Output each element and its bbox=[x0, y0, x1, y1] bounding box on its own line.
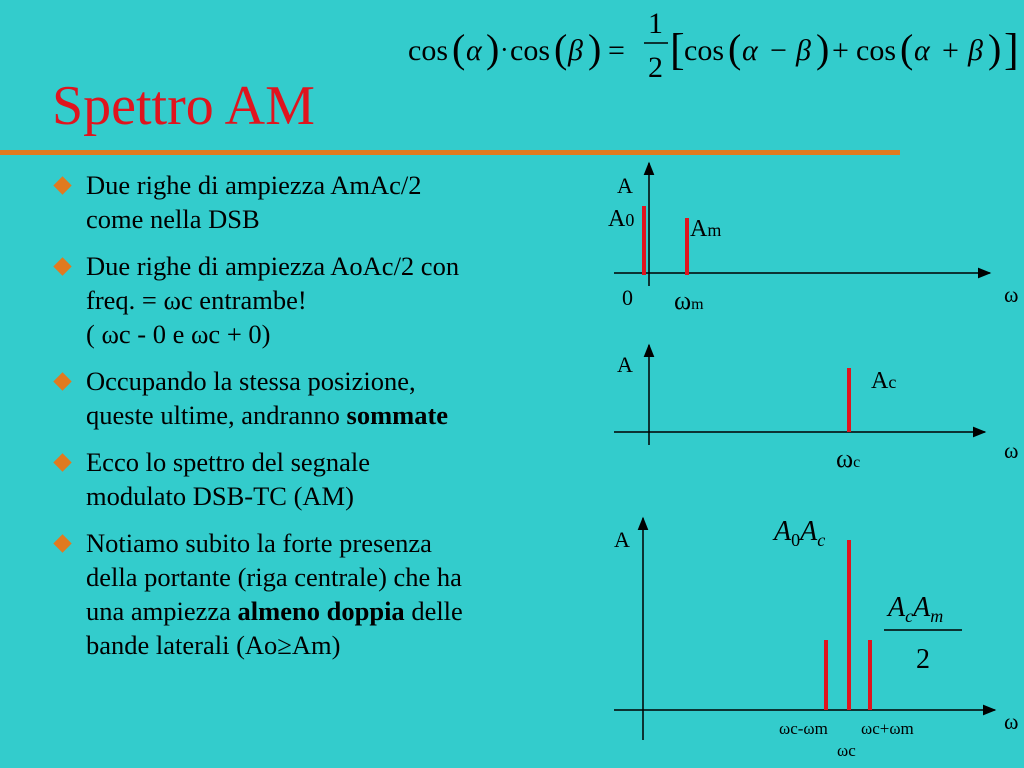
bullet-text: queste ultime, andranno bbox=[86, 400, 347, 430]
carrier-amplitude-label: $A_0A_c$ bbox=[774, 516, 826, 550]
formula-alpha-1: α bbox=[466, 34, 482, 67]
formula-dot: · bbox=[500, 35, 509, 64]
formula-cos-4: cos bbox=[856, 34, 896, 67]
tick-label-lower: ωc-ωm bbox=[779, 719, 828, 738]
formula-paren: ) bbox=[486, 26, 500, 71]
formula-plus: + bbox=[942, 34, 959, 67]
bullet-text: della portante (riga centrale) che ha bbox=[86, 562, 462, 592]
formula-numerator: 1 bbox=[648, 7, 663, 40]
formula-bracket: [ bbox=[670, 25, 685, 74]
formula-beta-2: β bbox=[796, 34, 811, 67]
bullet-text: come nella DSB bbox=[86, 204, 260, 234]
y-axis-label: A bbox=[617, 352, 633, 377]
formula-beta-1: β bbox=[568, 34, 583, 67]
x-axis-label: ω bbox=[1004, 438, 1019, 463]
spectrum-modulating bbox=[608, 163, 1018, 315]
bullet-text: freq. = ωc entrambe! bbox=[86, 285, 307, 315]
bullet-text: ( ωc - 0 e ωc + 0) bbox=[86, 319, 271, 349]
bullet-text: delle bbox=[404, 596, 463, 626]
formula-cos-2: cos bbox=[510, 34, 550, 67]
bullet-text: Occupando la stessa posizione, bbox=[86, 366, 416, 396]
tick-label-upper: ωc+ωm bbox=[861, 719, 914, 738]
slide-title: Spettro AM bbox=[52, 75, 315, 137]
bullet-text: modulato DSB-TC (AM) bbox=[86, 481, 354, 511]
spectrum-carrier bbox=[614, 345, 1018, 473]
line-label-ac: Ac bbox=[871, 368, 897, 394]
y-axis-label: A bbox=[614, 527, 630, 552]
formula-beta-3: β bbox=[968, 34, 983, 67]
tick-label-wm: ωm bbox=[674, 286, 704, 315]
bullet-bold-text: sommate bbox=[346, 400, 449, 430]
sideband-amplitude-denominator: 2 bbox=[916, 644, 930, 675]
formula-minus: − bbox=[770, 34, 787, 67]
tick-label-wc: ωc bbox=[836, 444, 861, 473]
x-axis-label: ω bbox=[1004, 709, 1019, 734]
formula-paren: ( bbox=[900, 26, 914, 71]
formula-cos-3: cos bbox=[684, 34, 724, 67]
line-label-a0: A0 bbox=[608, 206, 635, 232]
bullet-bold-text: almeno doppia bbox=[237, 596, 405, 626]
formula-plus: + bbox=[832, 34, 849, 67]
bullet-text: Ecco lo spettro del segnale bbox=[86, 447, 371, 477]
formula-denominator: 2 bbox=[648, 51, 663, 84]
bullet-text: Due righe di ampiezza AmAc/2 bbox=[86, 170, 422, 200]
sideband-amplitude-numerator: $A_cA_m$ bbox=[888, 592, 944, 626]
bullet-text: bande laterali (Ao≥Am) bbox=[86, 630, 341, 660]
tick-label-center: ωc bbox=[837, 741, 856, 760]
formula-paren: ( bbox=[554, 26, 568, 71]
spectrum-am bbox=[614, 516, 1018, 760]
formula-paren: ( bbox=[728, 26, 742, 71]
formula-paren: ( bbox=[452, 26, 466, 71]
formula-bracket: ] bbox=[1004, 25, 1019, 74]
formula-cos-1: cos bbox=[408, 34, 448, 67]
formula-alpha-3: α bbox=[914, 34, 930, 67]
bullet-text: Due righe di ampiezza AoAc/2 con bbox=[86, 251, 460, 281]
bullet-text: Notiamo subito la forte presenza bbox=[86, 528, 432, 558]
x-axis-label: ω bbox=[1004, 282, 1019, 307]
origin-label: 0 bbox=[622, 285, 633, 310]
formula-paren: ) bbox=[988, 26, 1002, 71]
formula-paren: ) bbox=[588, 26, 602, 71]
formula-alpha-2: α bbox=[742, 34, 758, 67]
formula-paren: ) bbox=[816, 26, 830, 71]
line-label-am: Am bbox=[690, 216, 722, 242]
y-axis-label: A bbox=[617, 173, 633, 198]
bullet-text: una ampiezza bbox=[86, 596, 238, 626]
formula-equals: = bbox=[608, 34, 625, 67]
